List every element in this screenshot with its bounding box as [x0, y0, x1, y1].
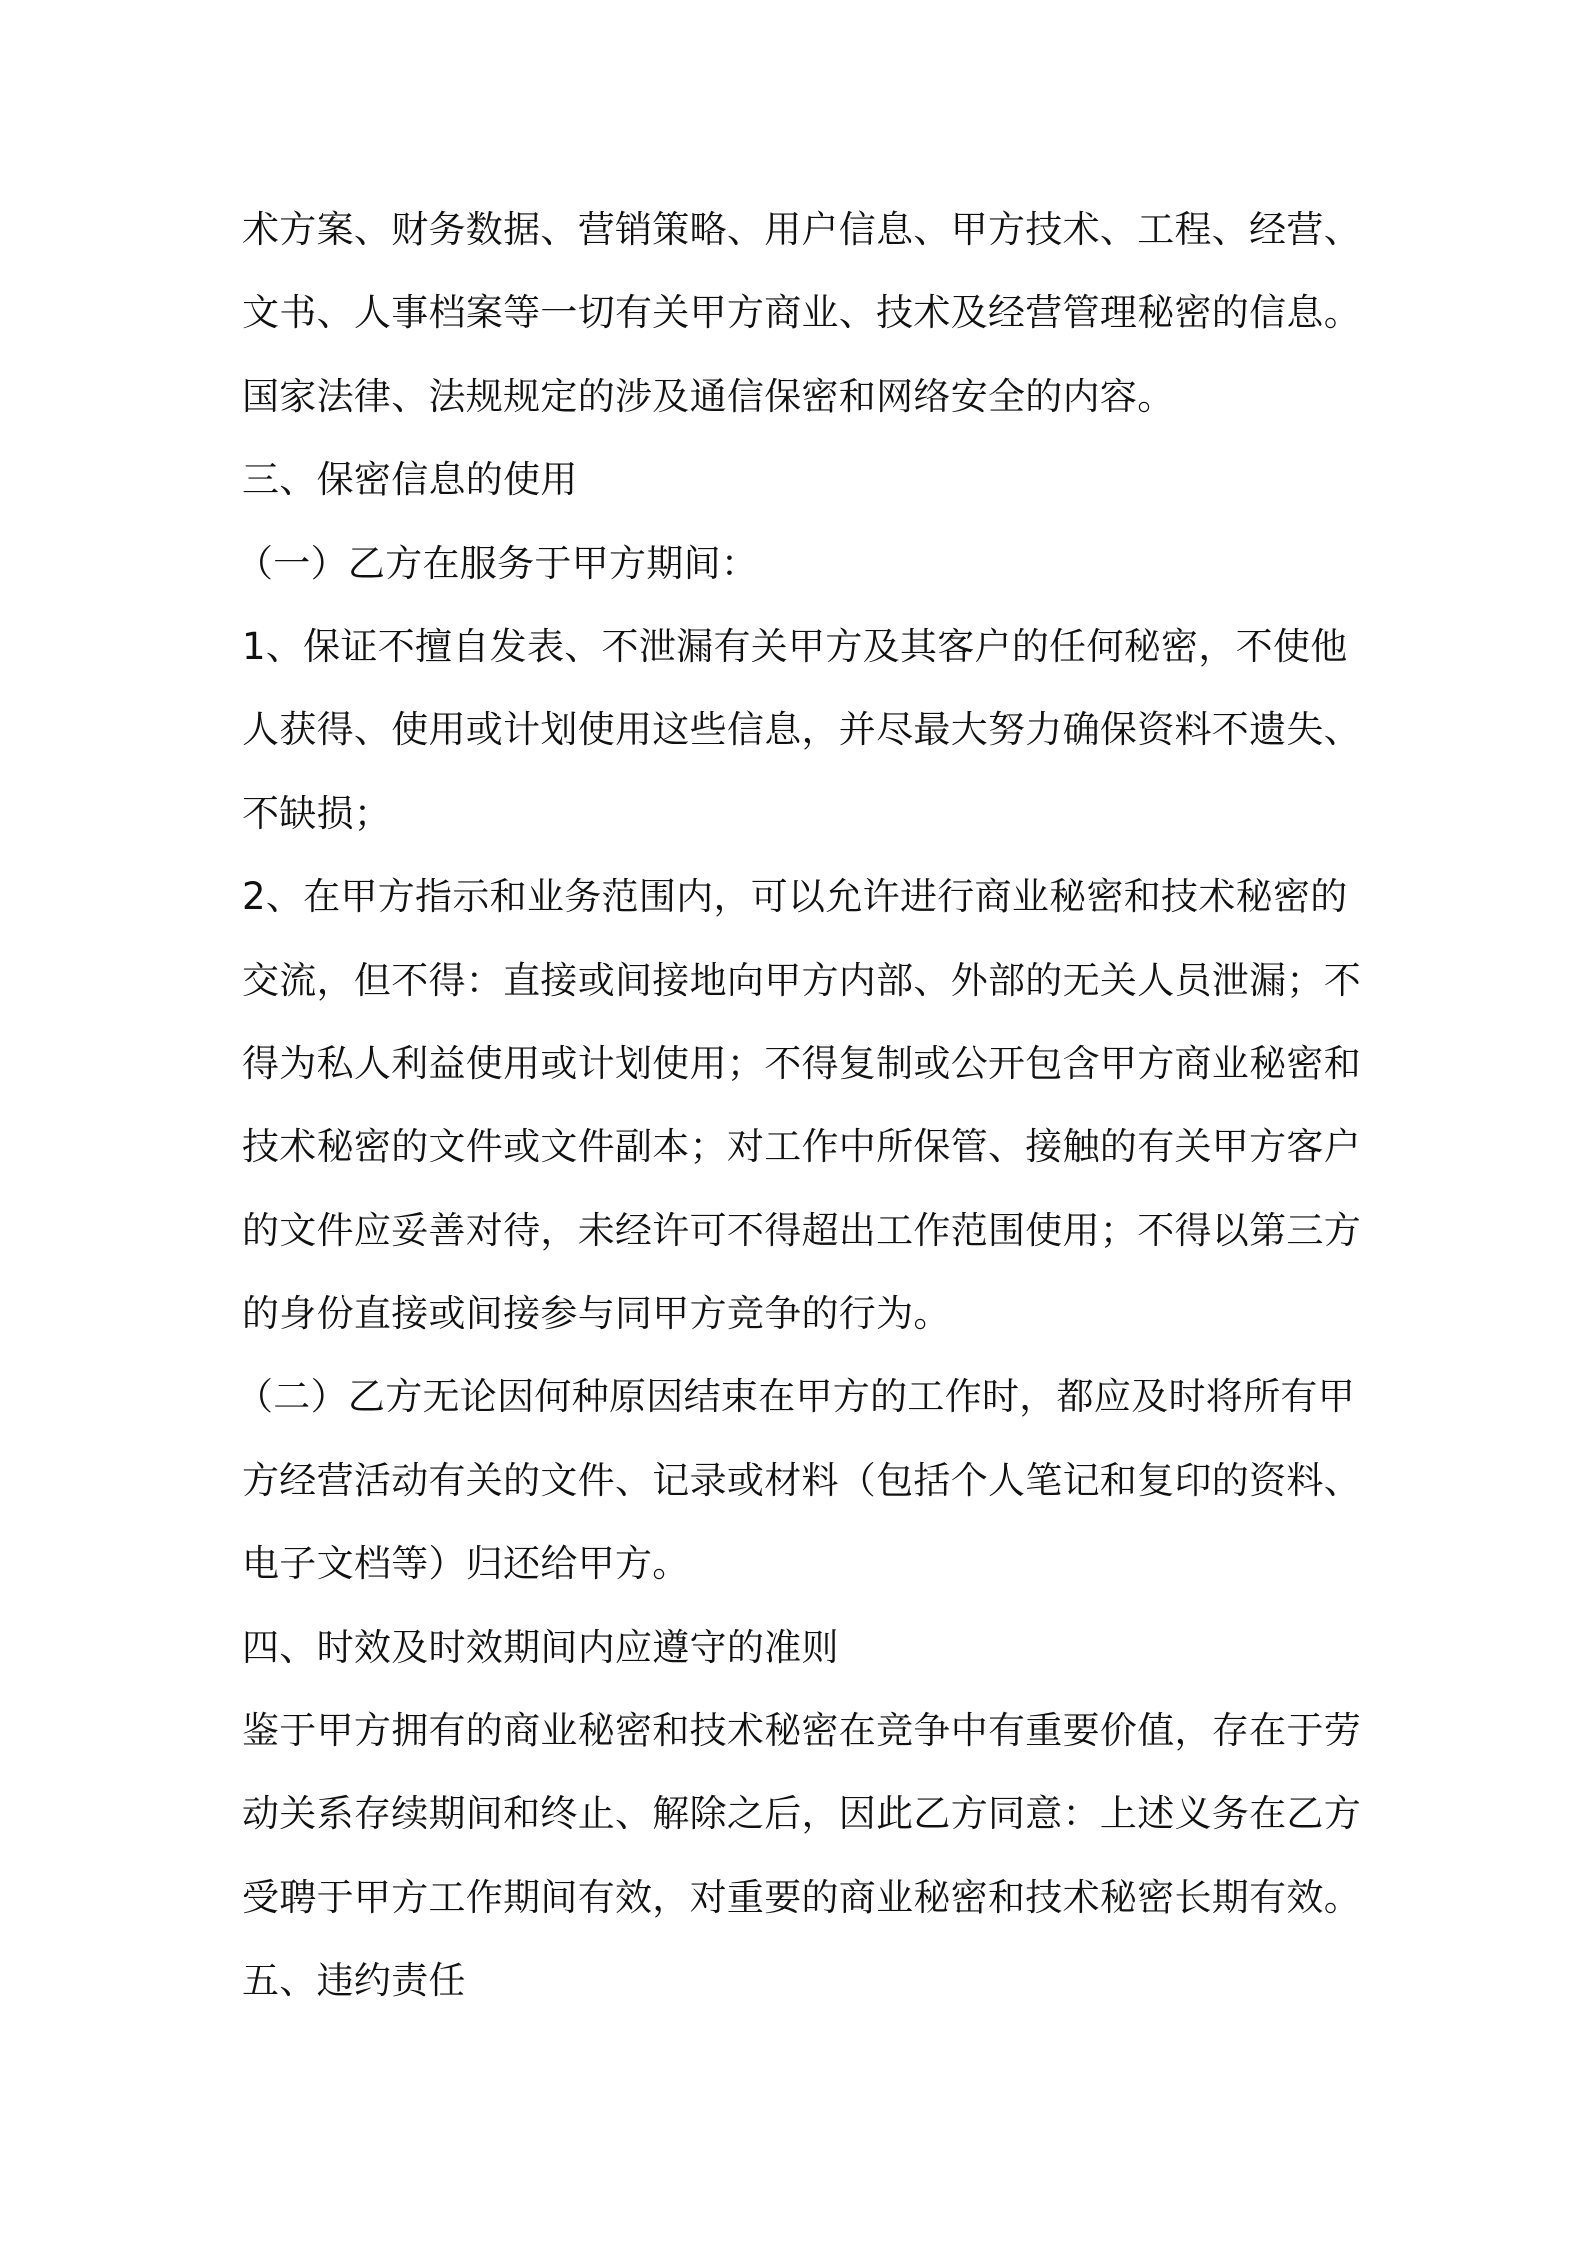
body-line: 受聘于甲方工作期间有效，对重要的商业秘密和技术秘密长期有效。 [242, 1875, 1361, 1919]
body-line: 文书、人事档案等一切有关甲方商业、技术及经营管理秘密的信息。 [242, 291, 1361, 335]
body-line: 动关系存续期间和终止、解除之后，因此乙方同意：上述义务在乙方 [242, 1792, 1361, 1836]
body-line: 得为私人利益使用或计划使用；不得复制或公开包含甲方商业秘密和 [242, 1041, 1361, 1085]
body-line: 技术秘密的文件或文件副本；对工作中所保管、接触的有关甲方客户 [242, 1125, 1361, 1169]
body-line: 的文件应妥善对待，未经许可不得超出工作范围使用；不得以第三方 [242, 1208, 1361, 1252]
body-line: 方经营活动有关的文件、记录或材料（包括个人笔记和复印的资料、 [242, 1458, 1361, 1502]
section-heading-4: 四、时效及时效期间内应遵守的准则 [242, 1625, 839, 1669]
body-line: 人获得、使用或计划使用这些信息，并尽最大努力确保资料不遗失、 [242, 708, 1361, 752]
body-line: 国家法律、法规规定的涉及通信保密和网络安全的内容。 [242, 374, 1175, 418]
body-line: 1、保证不擅自发表、不泄漏有关甲方及其客户的任何秘密，不使他 [242, 624, 1348, 668]
document-body [236, 188, 1362, 2023]
subsection-heading-2: （二）乙方无论因何种原因结束在甲方的工作时，都应及时将所有甲 [236, 1375, 1355, 1419]
body-line: 不缺损； [242, 791, 392, 835]
body-line: 的身份直接或间接参与同甲方竞争的行为。 [242, 1292, 951, 1336]
body-line: 术方案、财务数据、营销策略、用户信息、甲方技术、工程、经营、 [242, 208, 1361, 251]
subsection-heading-1: （一）乙方在服务于甲方期间： [236, 541, 759, 585]
section-heading-3: 三、保密信息的使用 [242, 458, 578, 502]
body-line: 交流，但不得：直接或间接地向甲方内部、外部的无关人员泄漏；不 [242, 958, 1361, 1002]
section-heading-5: 五、违约责任 [242, 1959, 466, 2003]
body-line: 电子文档等）归还给甲方。 [242, 1542, 690, 1586]
body-line: 鉴于甲方拥有的商业秘密和技术秘密在竞争中有重要价值，存在于劳 [242, 1709, 1361, 1753]
body-line: 2、在甲方指示和业务范围内，可以允许进行商业秘密和技术秘密的 [242, 875, 1348, 919]
